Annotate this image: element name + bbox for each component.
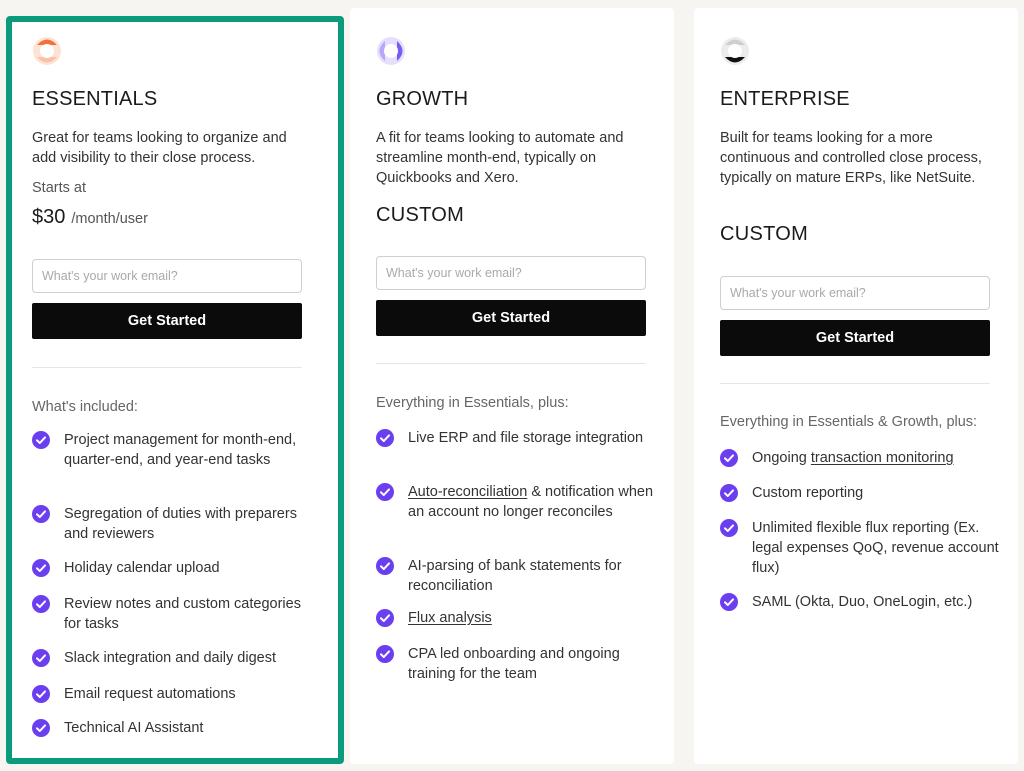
included-label: Everything in Essentials, plus:: [376, 395, 569, 411]
feature-text: [752, 448, 954, 468]
check-circle-icon: [720, 449, 738, 467]
price-amount: $30: [32, 206, 66, 228]
divider: [32, 367, 302, 368]
feature-item: [720, 483, 1000, 503]
feature-text-part: Holiday calendar upload: [64, 560, 220, 576]
feature-link[interactable]: transaction monitoring: [810, 450, 954, 466]
check-circle-icon: [376, 557, 394, 575]
plan-card-growth: [350, 8, 674, 764]
feature-text-part: Unlimited flexible flux reporting (Ex. legal expenses QoQ, revenue account flux): [752, 520, 999, 576]
feature-link[interactable]: Auto-reconciliation: [408, 484, 528, 500]
feature-text: [64, 504, 312, 544]
divider: [376, 363, 646, 364]
check-circle-icon: [32, 431, 50, 449]
check-circle-icon: [376, 429, 394, 447]
included-label: What's included:: [32, 399, 138, 415]
check-circle-icon: [720, 593, 738, 611]
work-email-input[interactable]: [376, 256, 646, 290]
plan-title: ENTERPRISE: [720, 88, 850, 110]
plan-price: [32, 206, 148, 229]
feature-text-part: AI-parsing of bank statements for reconciliation: [408, 558, 622, 594]
check-circle-icon: [32, 719, 50, 737]
feature-item: [376, 556, 656, 596]
feature-item: [32, 648, 312, 668]
feature-text-part: Ongoing: [752, 450, 811, 466]
purple-ring-logo-icon: [376, 36, 406, 66]
divider: [720, 383, 990, 384]
feature-item: [720, 592, 1000, 612]
feature-text: [752, 483, 863, 503]
check-circle-icon: [32, 595, 50, 613]
check-circle-icon: [720, 484, 738, 502]
check-circle-icon: [376, 609, 394, 627]
feature-text: [64, 594, 312, 634]
feature-text: [752, 518, 1000, 578]
feature-text: [64, 648, 276, 668]
plan-card-essentials: [6, 16, 344, 764]
feature-item: [32, 504, 312, 544]
feature-text-part: Email request automations: [64, 686, 236, 702]
feature-text-part: Live ERP and file storage integration: [408, 430, 644, 446]
included-label: Everything in Essentials & Growth, plus:: [720, 414, 978, 430]
plan-price: CUSTOM: [376, 204, 465, 226]
feature-text-part: Segregation of duties with preparers and reviewers: [64, 506, 297, 542]
feature-item: [32, 718, 312, 738]
feature-text-part: Project management for month-end, quarter-end, and year-end tasks: [64, 432, 297, 468]
price-unit: /month/user: [71, 211, 148, 227]
feature-text: [64, 718, 203, 738]
feature-text: [64, 558, 220, 578]
plan-price: CUSTOM: [720, 223, 809, 245]
feature-item: [376, 482, 656, 522]
feature-text-part: Technical AI Assistant: [64, 720, 204, 736]
feature-text-part: Custom reporting: [752, 485, 864, 501]
feature-item: [376, 428, 656, 448]
feature-text: [408, 608, 492, 628]
black-ring-logo-icon: [720, 36, 750, 66]
orange-ring-logo-icon: [32, 36, 62, 66]
feature-text: [64, 430, 312, 470]
feature-text-part: Slack integration and daily digest: [64, 650, 276, 666]
check-circle-icon: [32, 685, 50, 703]
check-circle-icon: [376, 483, 394, 501]
feature-text-part: Review notes and custom categories for tasks: [64, 596, 301, 632]
plan-card-enterprise: [694, 8, 1018, 764]
feature-text: [752, 592, 972, 612]
feature-item: [32, 558, 312, 578]
check-circle-icon: [720, 519, 738, 537]
feature-text-part: SAML (Okta, Duo, OneLogin, etc.): [752, 594, 973, 610]
feature-text-part: CPA led onboarding and ongoing training for the team: [408, 646, 620, 682]
feature-text: [64, 684, 236, 704]
plan-description: Great for teams looking to organize and add visibility to their close process.: [32, 130, 287, 166]
feature-text: [408, 428, 643, 448]
feature-text: [408, 644, 656, 684]
check-circle-icon: [32, 505, 50, 523]
get-started-button[interactable]: Get Started: [720, 320, 990, 356]
get-started-button[interactable]: Get Started: [376, 300, 646, 336]
feature-link[interactable]: Flux analysis: [408, 610, 492, 626]
feature-text-part: & notification when an account no longer reconciles: [408, 484, 654, 520]
plan-title: ESSENTIALS: [32, 88, 158, 110]
feature-text: [408, 556, 656, 596]
starts-at-label: Starts at: [32, 180, 86, 196]
work-email-input[interactable]: [32, 259, 302, 293]
check-circle-icon: [32, 559, 50, 577]
feature-item: [720, 518, 1000, 578]
plan-description: A fit for teams looking to automate and streamline month-end, typically on Quickbooks and Xero.: [376, 130, 624, 186]
plan-description: Built for teams looking for a more continuous and controlled close process, typically on mature ERPs, like NetSuite.: [720, 130, 982, 186]
feature-item: [376, 644, 656, 684]
feature-item: [376, 608, 656, 628]
feature-item: [32, 594, 312, 634]
check-circle-icon: [376, 645, 394, 663]
feature-text: [408, 482, 656, 522]
plan-title: GROWTH: [376, 88, 469, 110]
feature-item: [32, 684, 312, 704]
check-circle-icon: [32, 649, 50, 667]
feature-item: [720, 448, 1000, 468]
feature-item: [32, 430, 312, 470]
work-email-input[interactable]: [720, 276, 990, 310]
get-started-button[interactable]: Get Started: [32, 303, 302, 339]
